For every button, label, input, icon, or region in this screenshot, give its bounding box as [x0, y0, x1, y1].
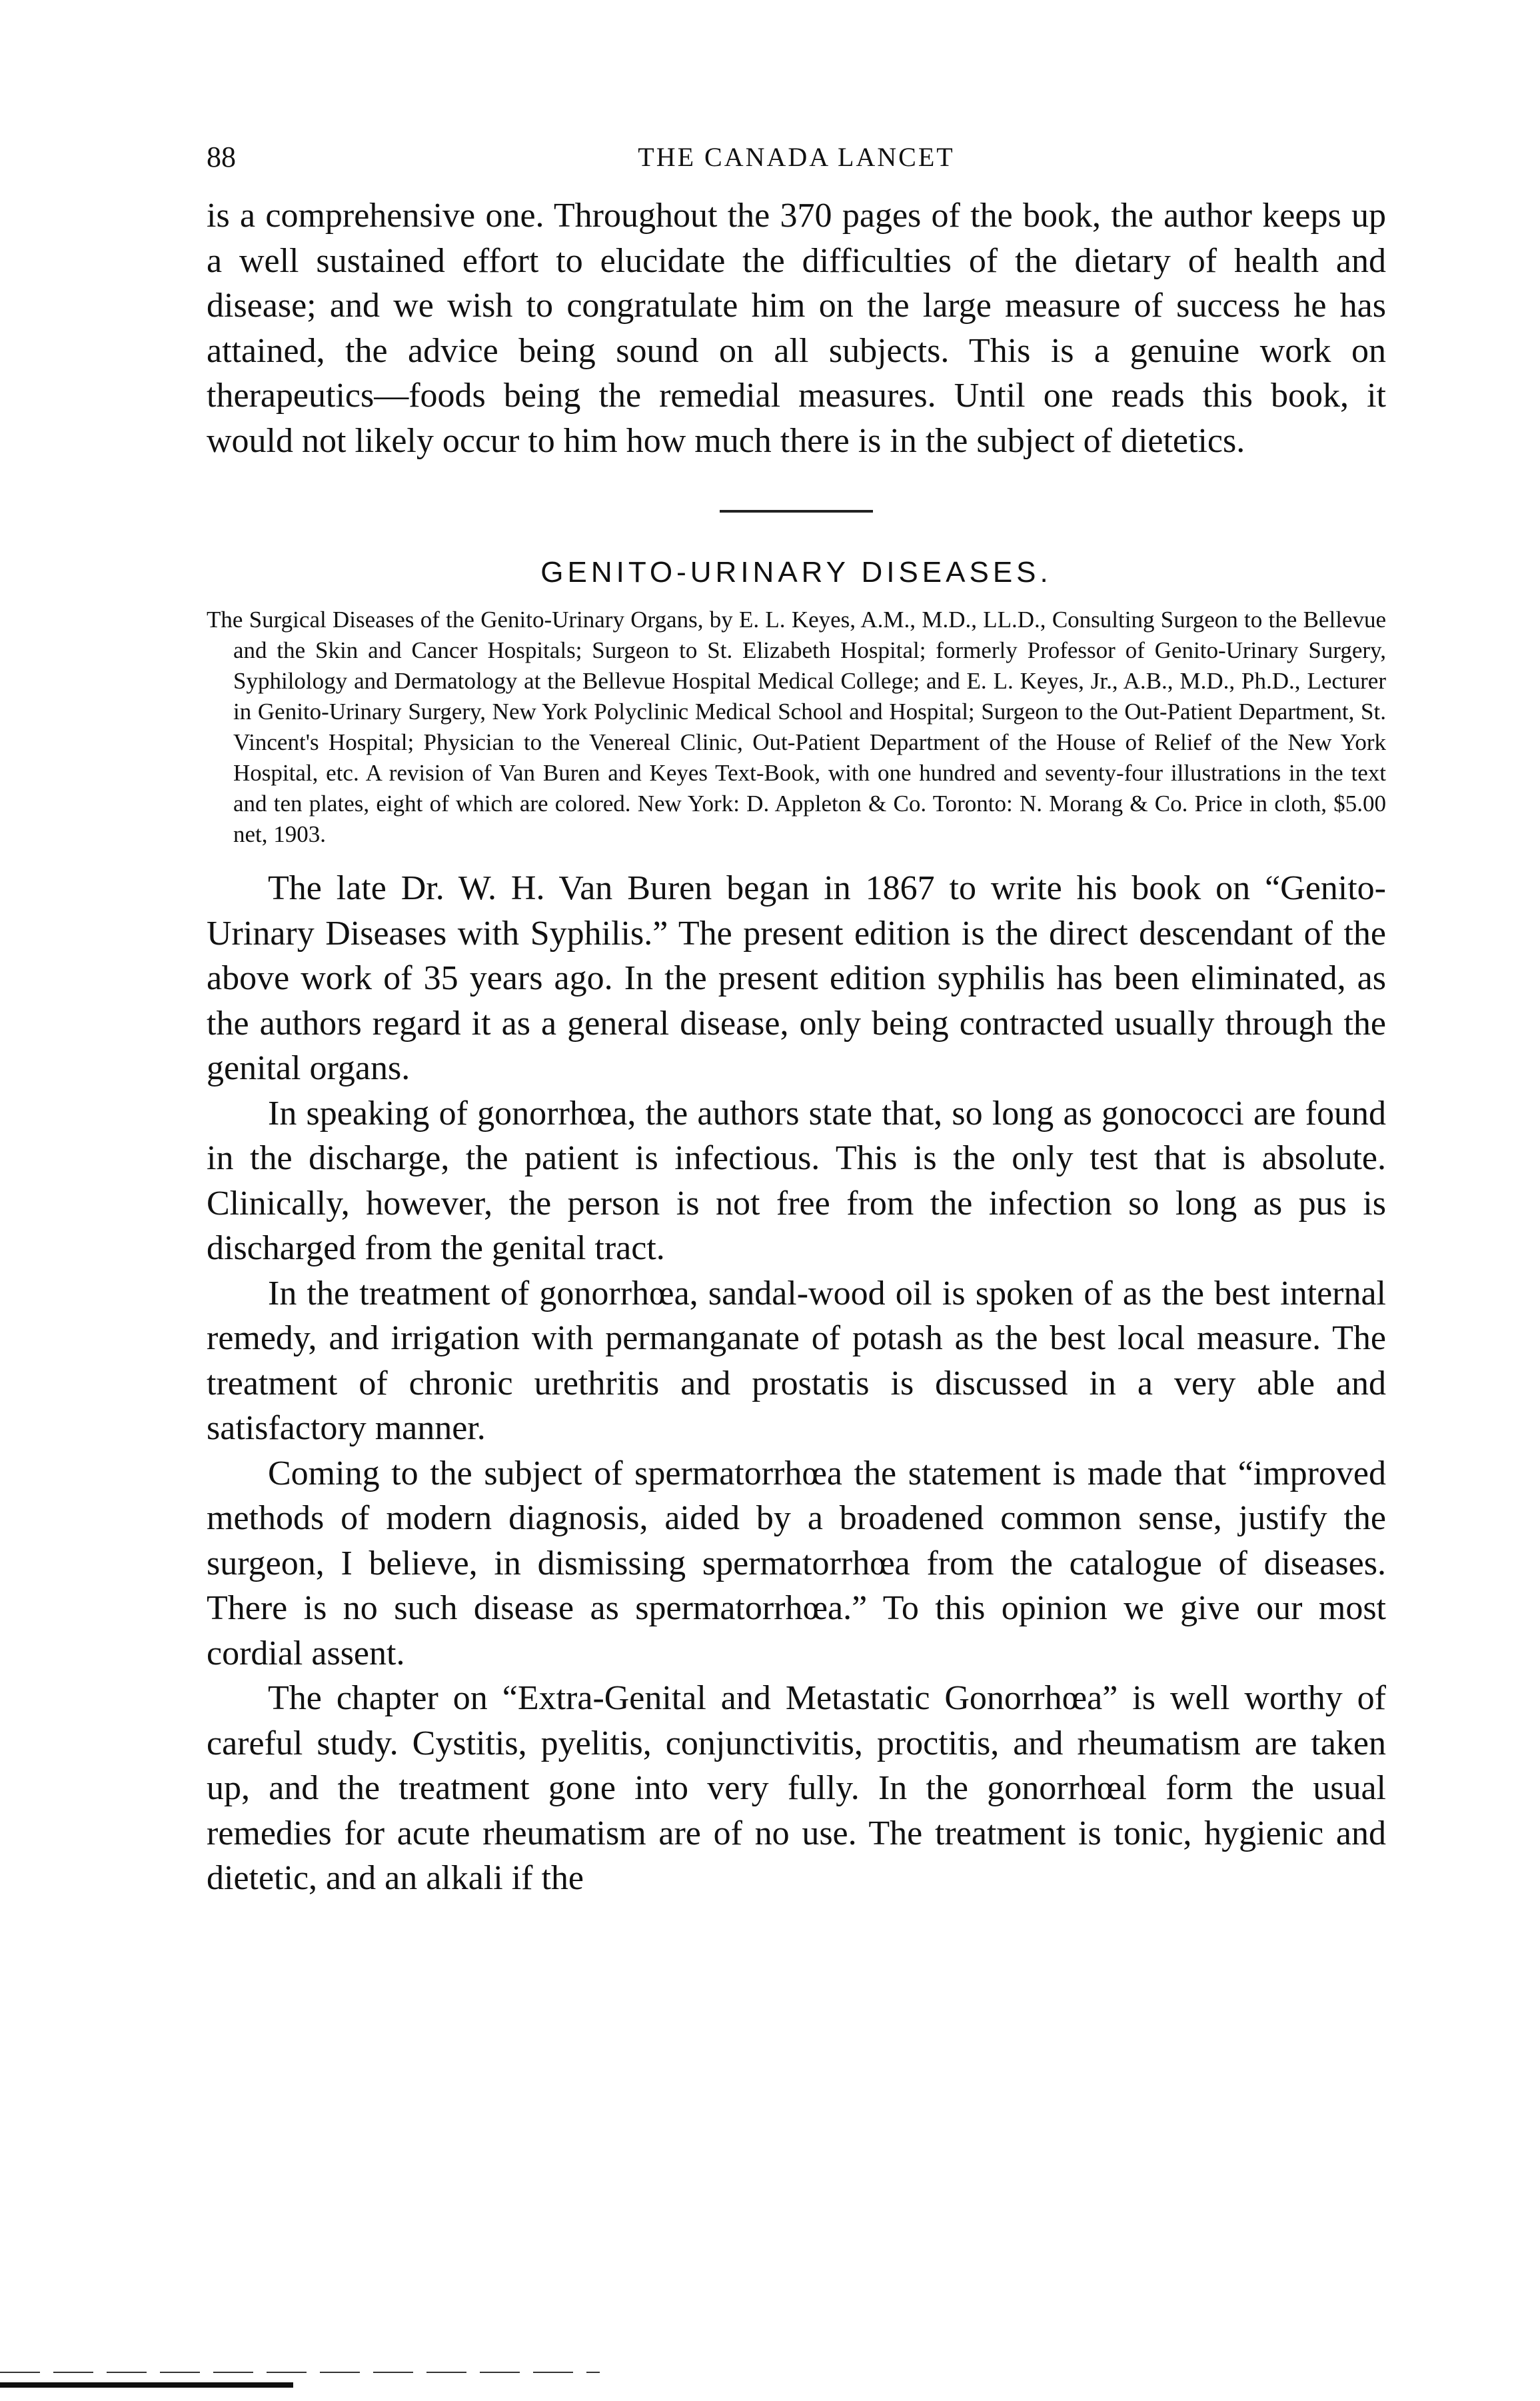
book-citation: The Surgical Diseases of the Genito-Urinary Organs, by E. L. Keyes, A.M., M.D., LL.D., Consulting Surgeon to the Bellevue and the Skin and Cancer Hospitals; Surgeon to St. Elizabeth Hospital; formerly Professor of Genito-Urinary Surgery, Syphilology and Dermatology at the Bellevue Hospital Medical College; and E. L. Keyes, Jr., A.B., M.D., Ph.D., Lecturer in Genito-Urinary Surgery, New York Polyclinic Medical School and Hospital; Surgeon to the Out-Patient Department, St. Vincent's Hospital; Physician to the Venereal Clinic, Out-Patient Department of the House of Relief of the New York Hospital, etc. A revision of Van Buren and Keyes Text-Book, with one hundred and seventy-four illustrations in the text and ten plates, eight of which are colored. New York: D. Appleton & Co. Toronto: N. Morang & Co. Price in cloth, $5.00 net, 1903.	[207, 607, 1386, 847]
review-paragraph: Coming to the subject of spermatorrhœa the statement is made that “improved methods of modern diagnosis, aided by a broadened common sense, justify the surgeon, I believe, in dismissing spermatorrhœa from the catalogue of diseases. There is no such disease as spermatorrhœa.” To this opinion we give our most cordial assent.	[207, 1454, 1386, 1672]
footer-rule	[0, 2382, 293, 2388]
journal-title: THE CANADA LANCET	[638, 142, 955, 172]
review-paragraph: The late Dr. W. H. Van Buren began in 1867 to write his book on “Genito-Urinary Diseases with Syphilis.” The present edition is the direct descendant of the above work of 35 years ago. In the present edition syphilis has been eliminated, as the authors regard it as a general disease, only being contracted usually through the genital organs.	[207, 869, 1386, 1087]
page-number: 88	[207, 141, 236, 173]
section-title: GENITO-URINARY DISEASES.	[540, 556, 1052, 589]
review-paragraph: In the treatment of gonorrhœa, sandal-wood oil is spoken of as the best internal remedy, and irrigation with permanganate of potash as the best local measure. The treatment of chronic urethritis and prostatis is discussed in a very able and satisfactory manner.	[207, 1274, 1386, 1447]
running-head	[207, 140, 1386, 180]
review-paragraph: The chapter on “Extra-Genital and Metastatic Gonorrhœa” is well worthy of careful study. Cystitis, pyelitis, conjunctivitis, proctitis, and rheumatism are taken up, and the treatment gone into very fully. In the gonorrhœal form the usual remedies for acute rheumatism are of no use. The treatment is tonic, hygienic and dietetic, and an alkali if the	[207, 1679, 1386, 1897]
footer-rule-dashed	[0, 2372, 600, 2373]
page-content	[207, 140, 1386, 1901]
review-body	[207, 866, 1386, 1901]
section-divider	[720, 510, 873, 513]
review-paragraph: In speaking of gonorrhœa, the authors state that, so long as gonococci are found in the discharge, the patient is infectious. This is the only test that is absolute. Clinically, however, the person is not free from the infection so long as pus is discharged from the genital tract.	[207, 1094, 1386, 1267]
intro-paragraph: is a comprehensive one. Throughout the 370 pages of the book, the author keeps up a well sustained effort to elucidate the difficulties of the dietary of health and disease; and we wish to congratulate him on the large measure of success he has attained, the advice being sound on all subjects. This is a genuine work on therapeutics—foods being the remedial measures. Until one reads this book, it would not likely occur to him how much there is in the subject of dietetics.	[207, 197, 1386, 460]
